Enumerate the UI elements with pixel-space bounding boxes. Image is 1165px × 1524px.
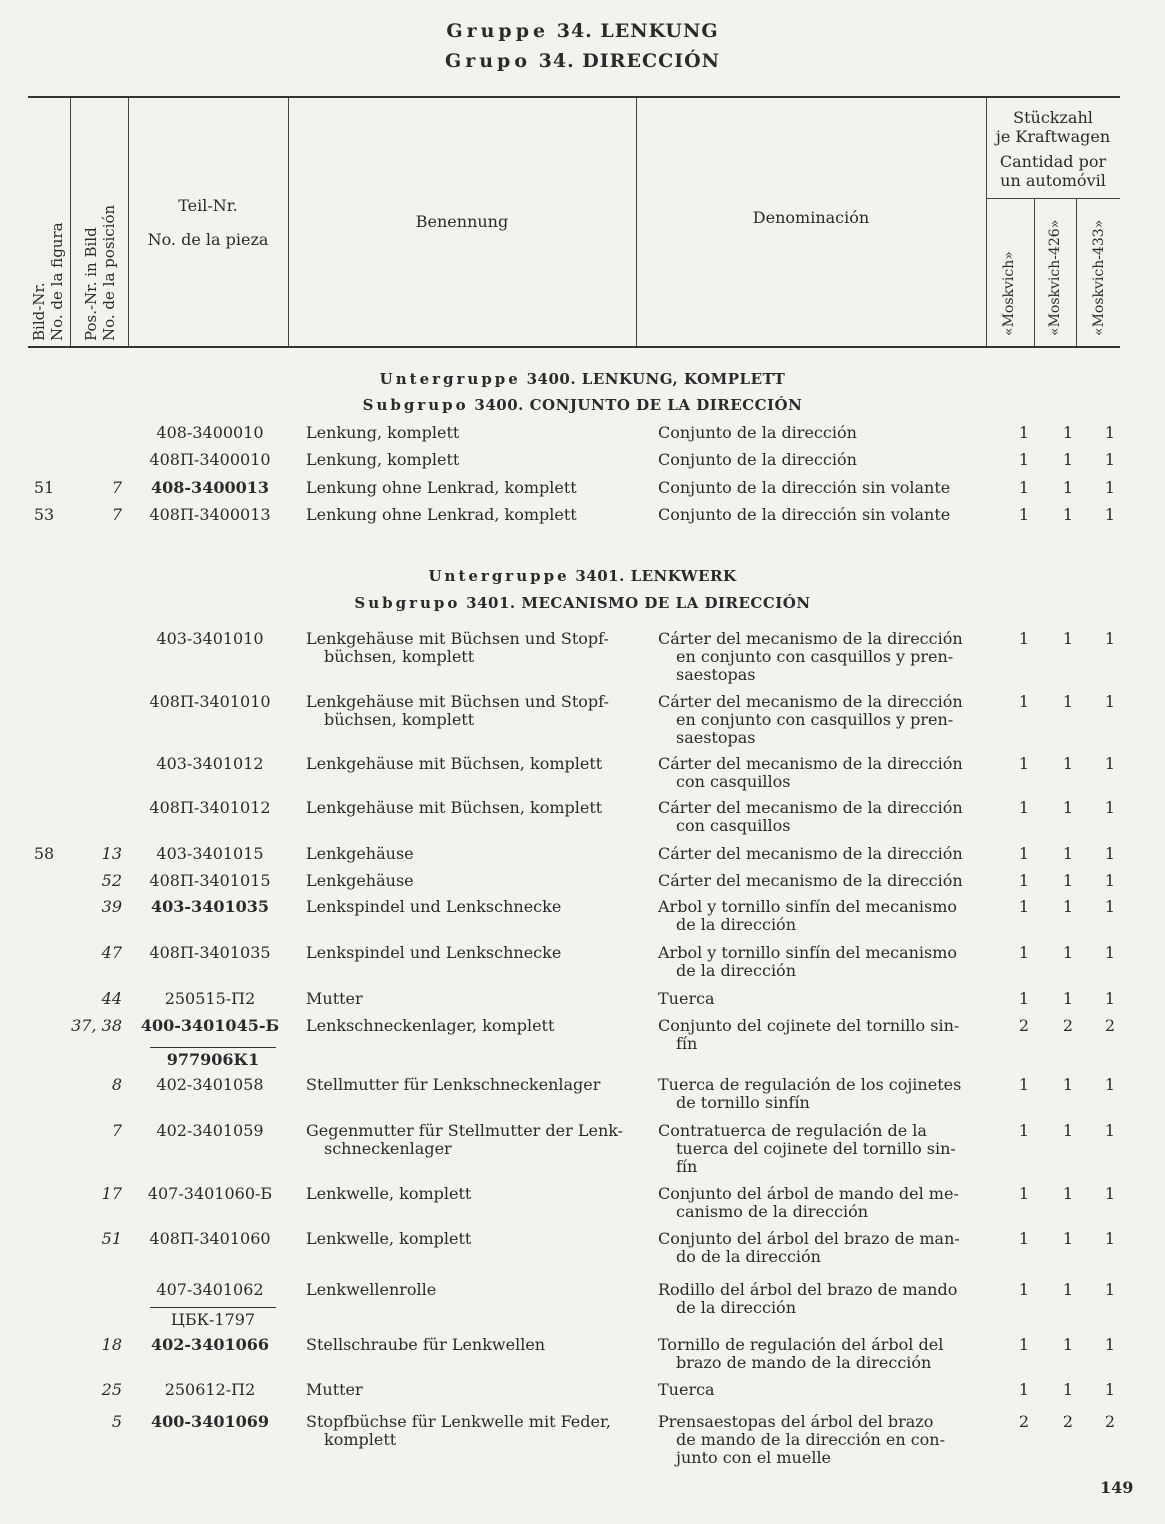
position-number: 5 xyxy=(111,1412,122,1431)
description-es-line: do de la dirección xyxy=(676,1247,821,1266)
qty-moskvich: 1 xyxy=(1018,478,1030,497)
position-number: 44 xyxy=(101,989,122,1008)
part-number: 408П-3401012 xyxy=(149,798,271,817)
qty-moskvich-433: 1 xyxy=(1104,450,1116,469)
description-es-line: de la dirección xyxy=(676,961,796,980)
description-de xyxy=(306,506,636,524)
qty-moskvich: 1 xyxy=(1018,871,1030,890)
qty-moskvich-426: 1 xyxy=(1062,1280,1074,1299)
qty-moskvich-426: 2 xyxy=(1062,1412,1074,1431)
group-title-de: Gruppe 34. LENKUNG xyxy=(446,20,719,42)
description-de xyxy=(306,1381,636,1399)
description-de-line: Stellschraube für Lenkwellen xyxy=(306,1335,546,1354)
qty-moskvich-433: 1 xyxy=(1104,1335,1116,1354)
description-de xyxy=(306,451,636,469)
qty-moskvich: 1 xyxy=(1018,1280,1030,1299)
description-de-line: komplett xyxy=(324,1430,397,1449)
description-es xyxy=(658,799,978,835)
qty-moskvich-433: 1 xyxy=(1104,505,1116,524)
description-es-line: de tornillo sinfín xyxy=(676,1093,810,1112)
description-es xyxy=(658,872,978,890)
description-es-line: Conjunto de la dirección xyxy=(658,450,857,469)
qty-moskvich-433: 1 xyxy=(1104,989,1116,1008)
qty-moskvich-426: 1 xyxy=(1062,1121,1074,1140)
description-es-line: junto con el muelle xyxy=(676,1448,832,1467)
position-number: 37, 38 xyxy=(71,1016,122,1035)
description-es-line: de la dirección xyxy=(676,1298,796,1317)
qty-moskvich: 1 xyxy=(1018,844,1030,863)
position-number: 7 xyxy=(111,505,122,524)
figure-number: 51 xyxy=(33,478,55,497)
qty-moskvich-433: 1 xyxy=(1104,1229,1116,1248)
qty-moskvich-433: 1 xyxy=(1104,754,1116,773)
qty-moskvich-426: 1 xyxy=(1062,1335,1074,1354)
description-de-line: Lenkspindel und Lenkschnecke xyxy=(306,943,562,962)
description-es-line: Cárter del mecanismo de la dirección xyxy=(658,871,963,890)
part-number: 408-3400010 xyxy=(156,423,264,442)
description-de xyxy=(306,845,636,863)
description-es-line: en conjunto con casquillos y pren- xyxy=(676,647,954,666)
description-de-line: Mutter xyxy=(306,989,363,1008)
qty-moskvich-433: 1 xyxy=(1104,1184,1116,1203)
description-de xyxy=(306,898,636,916)
qty-moskvich: 1 xyxy=(1018,943,1030,962)
qty-moskvich: 1 xyxy=(1018,629,1030,648)
description-de xyxy=(306,693,636,729)
part-number: 407-3401062 xyxy=(156,1280,264,1299)
description-es-line: Rodillo del árbol del brazo de mando xyxy=(658,1280,958,1299)
qty-moskvich: 1 xyxy=(1018,505,1030,524)
part-number: 402-3401059 xyxy=(156,1121,264,1140)
description-es xyxy=(658,845,978,863)
description-de-line: Lenkwellenrolle xyxy=(306,1280,437,1299)
header-moskvich: «Moskvich» xyxy=(1001,251,1017,336)
description-de-line: Lenkgehäuse xyxy=(306,844,414,863)
part-number: 403-3401035 xyxy=(151,897,269,916)
qty-moskvich-426: 2 xyxy=(1062,1016,1074,1035)
header-moskvich-426: «Moskvich-426» xyxy=(1047,219,1063,336)
description-es-line: Conjunto del árbol de mando del me- xyxy=(658,1184,959,1203)
description-de xyxy=(306,755,636,773)
description-de xyxy=(306,424,636,442)
description-de-line: Lenkung ohne Lenkrad, komplett xyxy=(306,505,577,524)
qty-moskvich-433: 1 xyxy=(1104,423,1116,442)
qty-moskvich-433: 1 xyxy=(1104,629,1116,648)
description-es xyxy=(658,479,978,497)
part-number: 407-3401060-Б xyxy=(147,1184,273,1203)
description-es-line: Cárter del mecanismo de la dirección xyxy=(658,692,963,711)
description-es xyxy=(658,990,978,1008)
part-number: 403-3401012 xyxy=(156,754,264,773)
page-number: 149 xyxy=(1100,1478,1134,1497)
qty-moskvich-433: 1 xyxy=(1104,478,1116,497)
part-number: 408П-3400010 xyxy=(149,450,271,469)
description-es xyxy=(658,451,978,469)
description-de-line: Lenkung, komplett xyxy=(306,423,460,442)
description-es xyxy=(658,1122,978,1176)
description-es-line: Conjunto de la dirección sin volante xyxy=(658,505,951,524)
header-denominacion: Denominación xyxy=(752,208,870,227)
description-es-line: saestopas xyxy=(676,728,756,747)
qty-moskvich-426: 1 xyxy=(1062,871,1074,890)
qty-moskvich-426: 1 xyxy=(1062,798,1074,817)
description-de xyxy=(306,1230,636,1248)
figure-number: 53 xyxy=(33,505,55,524)
subgroup-3400-de: Untergruppe 3400. LENKUNG, KOMPLETT xyxy=(379,370,786,388)
part-number: 403-3401010 xyxy=(156,629,264,648)
part-number: 408П-3401035 xyxy=(149,943,271,962)
qty-moskvich-426: 1 xyxy=(1062,450,1074,469)
description-de xyxy=(306,1122,636,1158)
description-es-line: en conjunto con casquillos y pren- xyxy=(676,710,954,729)
qty-moskvich-426: 1 xyxy=(1062,1075,1074,1094)
description-de-line: Lenkung ohne Lenkrad, komplett xyxy=(306,478,577,497)
description-es-line: Cárter del mecanismo de la dirección xyxy=(658,798,963,817)
group-title-es: Grupo 34. DIRECCIÓN xyxy=(445,50,720,72)
description-de xyxy=(306,1076,636,1094)
qty-moskvich-426: 1 xyxy=(1062,1229,1074,1248)
description-de-line: büchsen, komplett xyxy=(324,710,475,729)
qty-moskvich-433: 1 xyxy=(1104,871,1116,890)
qty-moskvich-426: 1 xyxy=(1062,692,1074,711)
part-number: 408П-3401060 xyxy=(149,1229,271,1248)
qty-moskvich-433: 2 xyxy=(1104,1412,1116,1431)
position-number: 7 xyxy=(111,1121,122,1140)
description-es-line: Conjunto de la dirección xyxy=(658,423,857,442)
position-number: 39 xyxy=(101,897,122,916)
description-es xyxy=(658,506,978,524)
qty-moskvich-426: 1 xyxy=(1062,629,1074,648)
description-es-line: con casquillos xyxy=(676,772,791,791)
sub-part-number: ЦБК-1797 xyxy=(150,1307,276,1329)
header-teil-nr: Teil-Nr. No. de la pieza xyxy=(147,196,269,249)
position-number: 13 xyxy=(101,844,122,863)
qty-moskvich: 1 xyxy=(1018,1184,1030,1203)
description-es-line: Cárter del mecanismo de la dirección xyxy=(658,844,963,863)
qty-moskvich-426: 1 xyxy=(1062,844,1074,863)
description-es-line: Arbol y tornillo sinfín del mecanismo xyxy=(658,897,958,916)
qty-moskvich-433: 1 xyxy=(1104,798,1116,817)
description-es xyxy=(658,1336,978,1372)
qty-moskvich-433: 1 xyxy=(1104,897,1116,916)
description-de-line: Lenkgehäuse mit Büchsen, komplett xyxy=(306,754,603,773)
description-es-line: tuerca del cojinete del tornillo sin- xyxy=(676,1139,956,1158)
description-es-line: Conjunto del cojinete del tornillo sin- xyxy=(658,1016,960,1035)
description-de-line: Mutter xyxy=(306,1380,363,1399)
description-es xyxy=(658,944,978,980)
part-number: 408-3400013 xyxy=(151,478,269,497)
description-es xyxy=(658,1230,978,1266)
description-es-line: canismo de la dirección xyxy=(676,1202,869,1221)
part-number: 402-3401066 xyxy=(151,1335,269,1354)
qty-moskvich-433: 2 xyxy=(1104,1016,1116,1035)
description-es-line: con casquillos xyxy=(676,816,791,835)
description-es xyxy=(658,630,978,684)
description-es-line: de la dirección xyxy=(676,915,796,934)
description-es xyxy=(658,1185,978,1221)
description-de xyxy=(306,1413,636,1449)
table-header xyxy=(28,96,1120,348)
qty-moskvich-426: 1 xyxy=(1062,754,1074,773)
qty-moskvich-426: 1 xyxy=(1062,1184,1074,1203)
description-es xyxy=(658,755,978,791)
description-es xyxy=(658,1076,978,1112)
position-number: 17 xyxy=(101,1184,122,1203)
description-es-line: fín xyxy=(676,1034,698,1053)
description-es-line: Conjunto de la dirección sin volante xyxy=(658,478,951,497)
subgroup-3401-es: Subgrupo 3401. MECANISMO DE LA DIRECCIÓN xyxy=(354,594,811,612)
description-es-line: Tuerca de regulación de los cojinetes xyxy=(658,1075,962,1094)
description-de xyxy=(306,1017,636,1035)
description-de-line: Lenkgehäuse mit Büchsen und Stopf- xyxy=(306,629,609,648)
qty-moskvich: 1 xyxy=(1018,1335,1030,1354)
part-number: 400-3401045-Б xyxy=(140,1016,280,1035)
qty-moskvich: 2 xyxy=(1018,1016,1030,1035)
description-de-line: Lenkschneckenlager, komplett xyxy=(306,1016,555,1035)
part-number: 403-3401015 xyxy=(156,844,264,863)
qty-moskvich: 1 xyxy=(1018,754,1030,773)
qty-moskvich: 1 xyxy=(1018,1121,1030,1140)
description-de-line: Stellmutter für Lenkschneckenlager xyxy=(306,1075,601,1094)
position-number: 52 xyxy=(101,871,122,890)
part-number: 402-3401058 xyxy=(156,1075,264,1094)
description-de-line: büchsen, komplett xyxy=(324,647,475,666)
description-de-line: Gegenmutter für Stellmutter der Lenk- xyxy=(306,1121,624,1140)
description-de-line: Lenkgehäuse mit Büchsen, komplett xyxy=(306,798,603,817)
description-es xyxy=(658,1381,978,1399)
figure-number: 58 xyxy=(33,844,55,863)
description-es-line: saestopas xyxy=(676,665,756,684)
sub-part-number: 977906К1 xyxy=(150,1047,276,1069)
description-de xyxy=(306,799,636,817)
qty-moskvich-433: 1 xyxy=(1104,844,1116,863)
qty-moskvich-433: 1 xyxy=(1104,1121,1116,1140)
qty-moskvich: 1 xyxy=(1018,989,1030,1008)
description-de-line: schneckenlager xyxy=(324,1139,452,1158)
qty-moskvich: 1 xyxy=(1018,1075,1030,1094)
description-de xyxy=(306,630,636,666)
qty-moskvich-433: 1 xyxy=(1104,692,1116,711)
qty-moskvich: 1 xyxy=(1018,423,1030,442)
description-es xyxy=(658,898,978,934)
qty-moskvich: 1 xyxy=(1018,798,1030,817)
qty-moskvich-433: 1 xyxy=(1104,1380,1116,1399)
description-de-line: Lenkgehäuse xyxy=(306,871,414,890)
position-number: 7 xyxy=(111,478,122,497)
qty-moskvich-433: 1 xyxy=(1104,943,1116,962)
qty-moskvich: 1 xyxy=(1018,450,1030,469)
description-es-line: Conjunto del árbol del brazo de man- xyxy=(658,1229,960,1248)
description-de xyxy=(306,872,636,890)
description-es-line: de mando de la dirección en con- xyxy=(676,1430,946,1449)
description-de xyxy=(306,944,636,962)
description-es xyxy=(658,1017,978,1053)
position-number: 18 xyxy=(101,1335,122,1354)
qty-moskvich-426: 1 xyxy=(1062,989,1074,1008)
qty-moskvich: 1 xyxy=(1018,692,1030,711)
header-bild-nr: Bild-Nr. No. de la figura xyxy=(30,222,66,341)
subgroup-3401-de: Untergruppe 3401. LENKWERK xyxy=(428,567,737,585)
description-es xyxy=(658,693,978,747)
qty-moskvich-433: 1 xyxy=(1104,1075,1116,1094)
description-es-line: Tornillo de regulación del árbol del xyxy=(658,1335,944,1354)
part-number: 408П-3400013 xyxy=(149,505,271,524)
qty-moskvich: 1 xyxy=(1018,1229,1030,1248)
header-moskvich-433: «Moskvich-433» xyxy=(1091,219,1107,336)
part-number: 250612-П2 xyxy=(164,1380,256,1399)
description-de-line: Lenkspindel und Lenkschnecke xyxy=(306,897,562,916)
description-de xyxy=(306,1281,636,1299)
qty-moskvich-426: 1 xyxy=(1062,478,1074,497)
description-es-line: fín xyxy=(676,1157,698,1176)
header-benennung: Benennung xyxy=(415,212,509,231)
part-number: 400-3401069 xyxy=(151,1412,269,1431)
qty-moskvich: 2 xyxy=(1018,1412,1030,1431)
qty-moskvich-426: 1 xyxy=(1062,423,1074,442)
description-de-line: Lenkwelle, komplett xyxy=(306,1184,472,1203)
part-number: 408П-3401015 xyxy=(149,871,271,890)
description-es-line: Tuerca xyxy=(658,989,715,1008)
description-es-line: Tuerca xyxy=(658,1380,715,1399)
position-number: 47 xyxy=(101,943,122,962)
description-es-line: brazo de mando de la dirección xyxy=(676,1353,932,1372)
qty-moskvich-433: 1 xyxy=(1104,1280,1116,1299)
description-es xyxy=(658,1413,978,1467)
description-es-line: Cárter del mecanismo de la dirección xyxy=(658,629,963,648)
position-number: 25 xyxy=(101,1380,122,1399)
description-es xyxy=(658,424,978,442)
part-number: 408П-3401010 xyxy=(149,692,271,711)
qty-moskvich-426: 1 xyxy=(1062,897,1074,916)
description-de xyxy=(306,990,636,1008)
description-de xyxy=(306,1336,636,1354)
qty-moskvich-426: 1 xyxy=(1062,943,1074,962)
qty-moskvich: 1 xyxy=(1018,897,1030,916)
qty-moskvich: 1 xyxy=(1018,1380,1030,1399)
qty-moskvich-426: 1 xyxy=(1062,505,1074,524)
description-de-line: Stopfbüchse für Lenkwelle mit Feder, xyxy=(306,1412,611,1431)
description-es-line: Cárter del mecanismo de la dirección xyxy=(658,754,963,773)
position-number: 8 xyxy=(111,1075,122,1094)
subgroup-3400-es: Subgrupo 3400. CONJUNTO DE LA DIRECCIÓN xyxy=(362,396,803,414)
part-number: 250515-П2 xyxy=(164,989,256,1008)
position-number: 51 xyxy=(101,1229,122,1248)
description-de-line: Lenkung, komplett xyxy=(306,450,460,469)
description-de xyxy=(306,479,636,497)
description-es-line: Contratuerca de regulación de la xyxy=(658,1121,927,1140)
description-es xyxy=(658,1281,978,1317)
header-stueckzahl: Stückzahl je Kraftwagen Cantidad por un automóvil xyxy=(995,108,1111,190)
description-de-line: Lenkgehäuse mit Büchsen und Stopf- xyxy=(306,692,609,711)
description-es-line: Arbol y tornillo sinfín del mecanismo xyxy=(658,943,958,962)
description-es-line: Prensaestopas del árbol del brazo xyxy=(658,1412,934,1431)
qty-moskvich-426: 1 xyxy=(1062,1380,1074,1399)
description-de-line: Lenkwelle, komplett xyxy=(306,1229,472,1248)
header-pos-nr: Pos.-Nr. in Bild No. de la posición xyxy=(82,204,118,341)
description-de xyxy=(306,1185,636,1203)
